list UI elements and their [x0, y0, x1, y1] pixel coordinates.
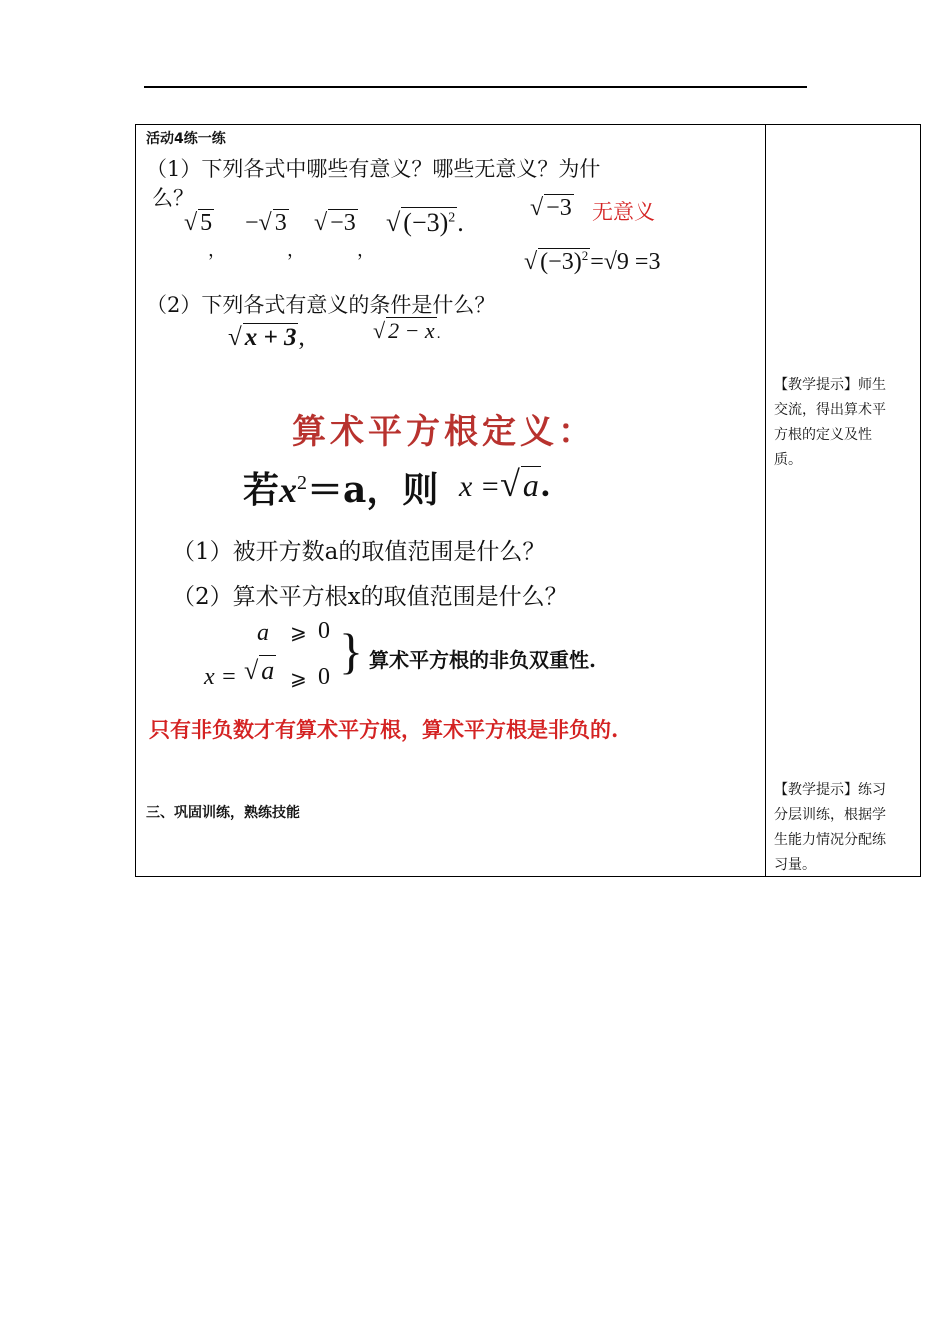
question-1-line2: 么？ — [152, 186, 194, 210]
comma-3: ， — [357, 240, 375, 260]
brace-row2-sqrt-a: √ a — [244, 656, 275, 685]
brace-row1-zero: 0 — [318, 618, 330, 644]
sub-question-2: （2）算术平方根x的取值范围是什么？ — [172, 584, 568, 610]
comma-1: ， — [208, 240, 226, 260]
radical-sign: √ — [524, 249, 538, 275]
activity-title: 活动4练一练 — [146, 131, 226, 147]
expr-sqrt-neg3-squared: √ $(-3)^2$. — [386, 208, 464, 237]
expr-sqrt-x-plus-3: √ x + 3, — [228, 324, 305, 351]
question-1-line1: （1）下列各式中哪些有意义？哪些无意义？为什 — [146, 157, 601, 181]
radical-sign: √ — [184, 210, 198, 236]
teaching-note-2: 【教学提示】练习 分层训练，根据学 生能力情况分配练 习量。 — [774, 782, 886, 873]
brace-label: 算术平方根的非负双重性. — [369, 648, 596, 672]
column-divider — [765, 124, 766, 877]
radical-sign: √ — [386, 208, 401, 237]
radical-sign: √ — [228, 324, 242, 351]
expr-sqrt-5: √ 5 — [184, 210, 213, 236]
sub-question-1: （1）被开方数a的取值范围是什么？ — [172, 539, 546, 565]
header-rule — [144, 86, 807, 88]
definition-title: 算术平方根定义： — [292, 412, 596, 452]
answer-sqrt-neg-3: √ −3 — [530, 195, 572, 221]
right-brace: } — [339, 623, 363, 679]
expr-neg-sqrt-3: −√ 3 — [245, 210, 287, 236]
conclusion: 只有非负数才有算术平方根，算术平方根是非负的. — [149, 717, 619, 742]
definition-formula-left: 若$x^2=a$，则 — [243, 469, 439, 511]
answer-meaningless-label: 无意义 — [592, 200, 655, 224]
radical-sign: √ — [258, 210, 272, 236]
answer-sqrt-neg3-squared: √ $(-3)^2=√9 =3$ — [524, 248, 661, 275]
brace-row2-x: x = — [204, 664, 237, 690]
comma-2: ， — [287, 240, 305, 260]
brace-row1-ge: ⩾ — [290, 622, 307, 644]
radical-sign: √ — [373, 318, 386, 343]
radical-sign: √ — [244, 656, 259, 685]
radical-sign: √ — [500, 464, 520, 504]
brace-row1-a: a — [257, 620, 269, 646]
teaching-note-1: 【教学提示】师生 交流，得出算术平 方根的定义及性 质。 — [774, 377, 886, 468]
expr-sqrt-neg-3: √ −3 — [314, 210, 356, 236]
radical-sign: √ — [314, 210, 328, 236]
question-2: （2）下列各式有意义的条件是什么？ — [146, 293, 496, 317]
radical-sign: √ — [530, 195, 544, 221]
expr-sqrt-2-minus-x: √ 2 − x . — [373, 318, 441, 343]
definition-formula-right: x =√a. — [459, 464, 550, 504]
brace-row2-ge: ⩾ — [290, 668, 307, 690]
section-three-heading: 三、巩固训练，熟练技能 — [146, 805, 300, 821]
brace-row2-zero: 0 — [318, 664, 330, 690]
